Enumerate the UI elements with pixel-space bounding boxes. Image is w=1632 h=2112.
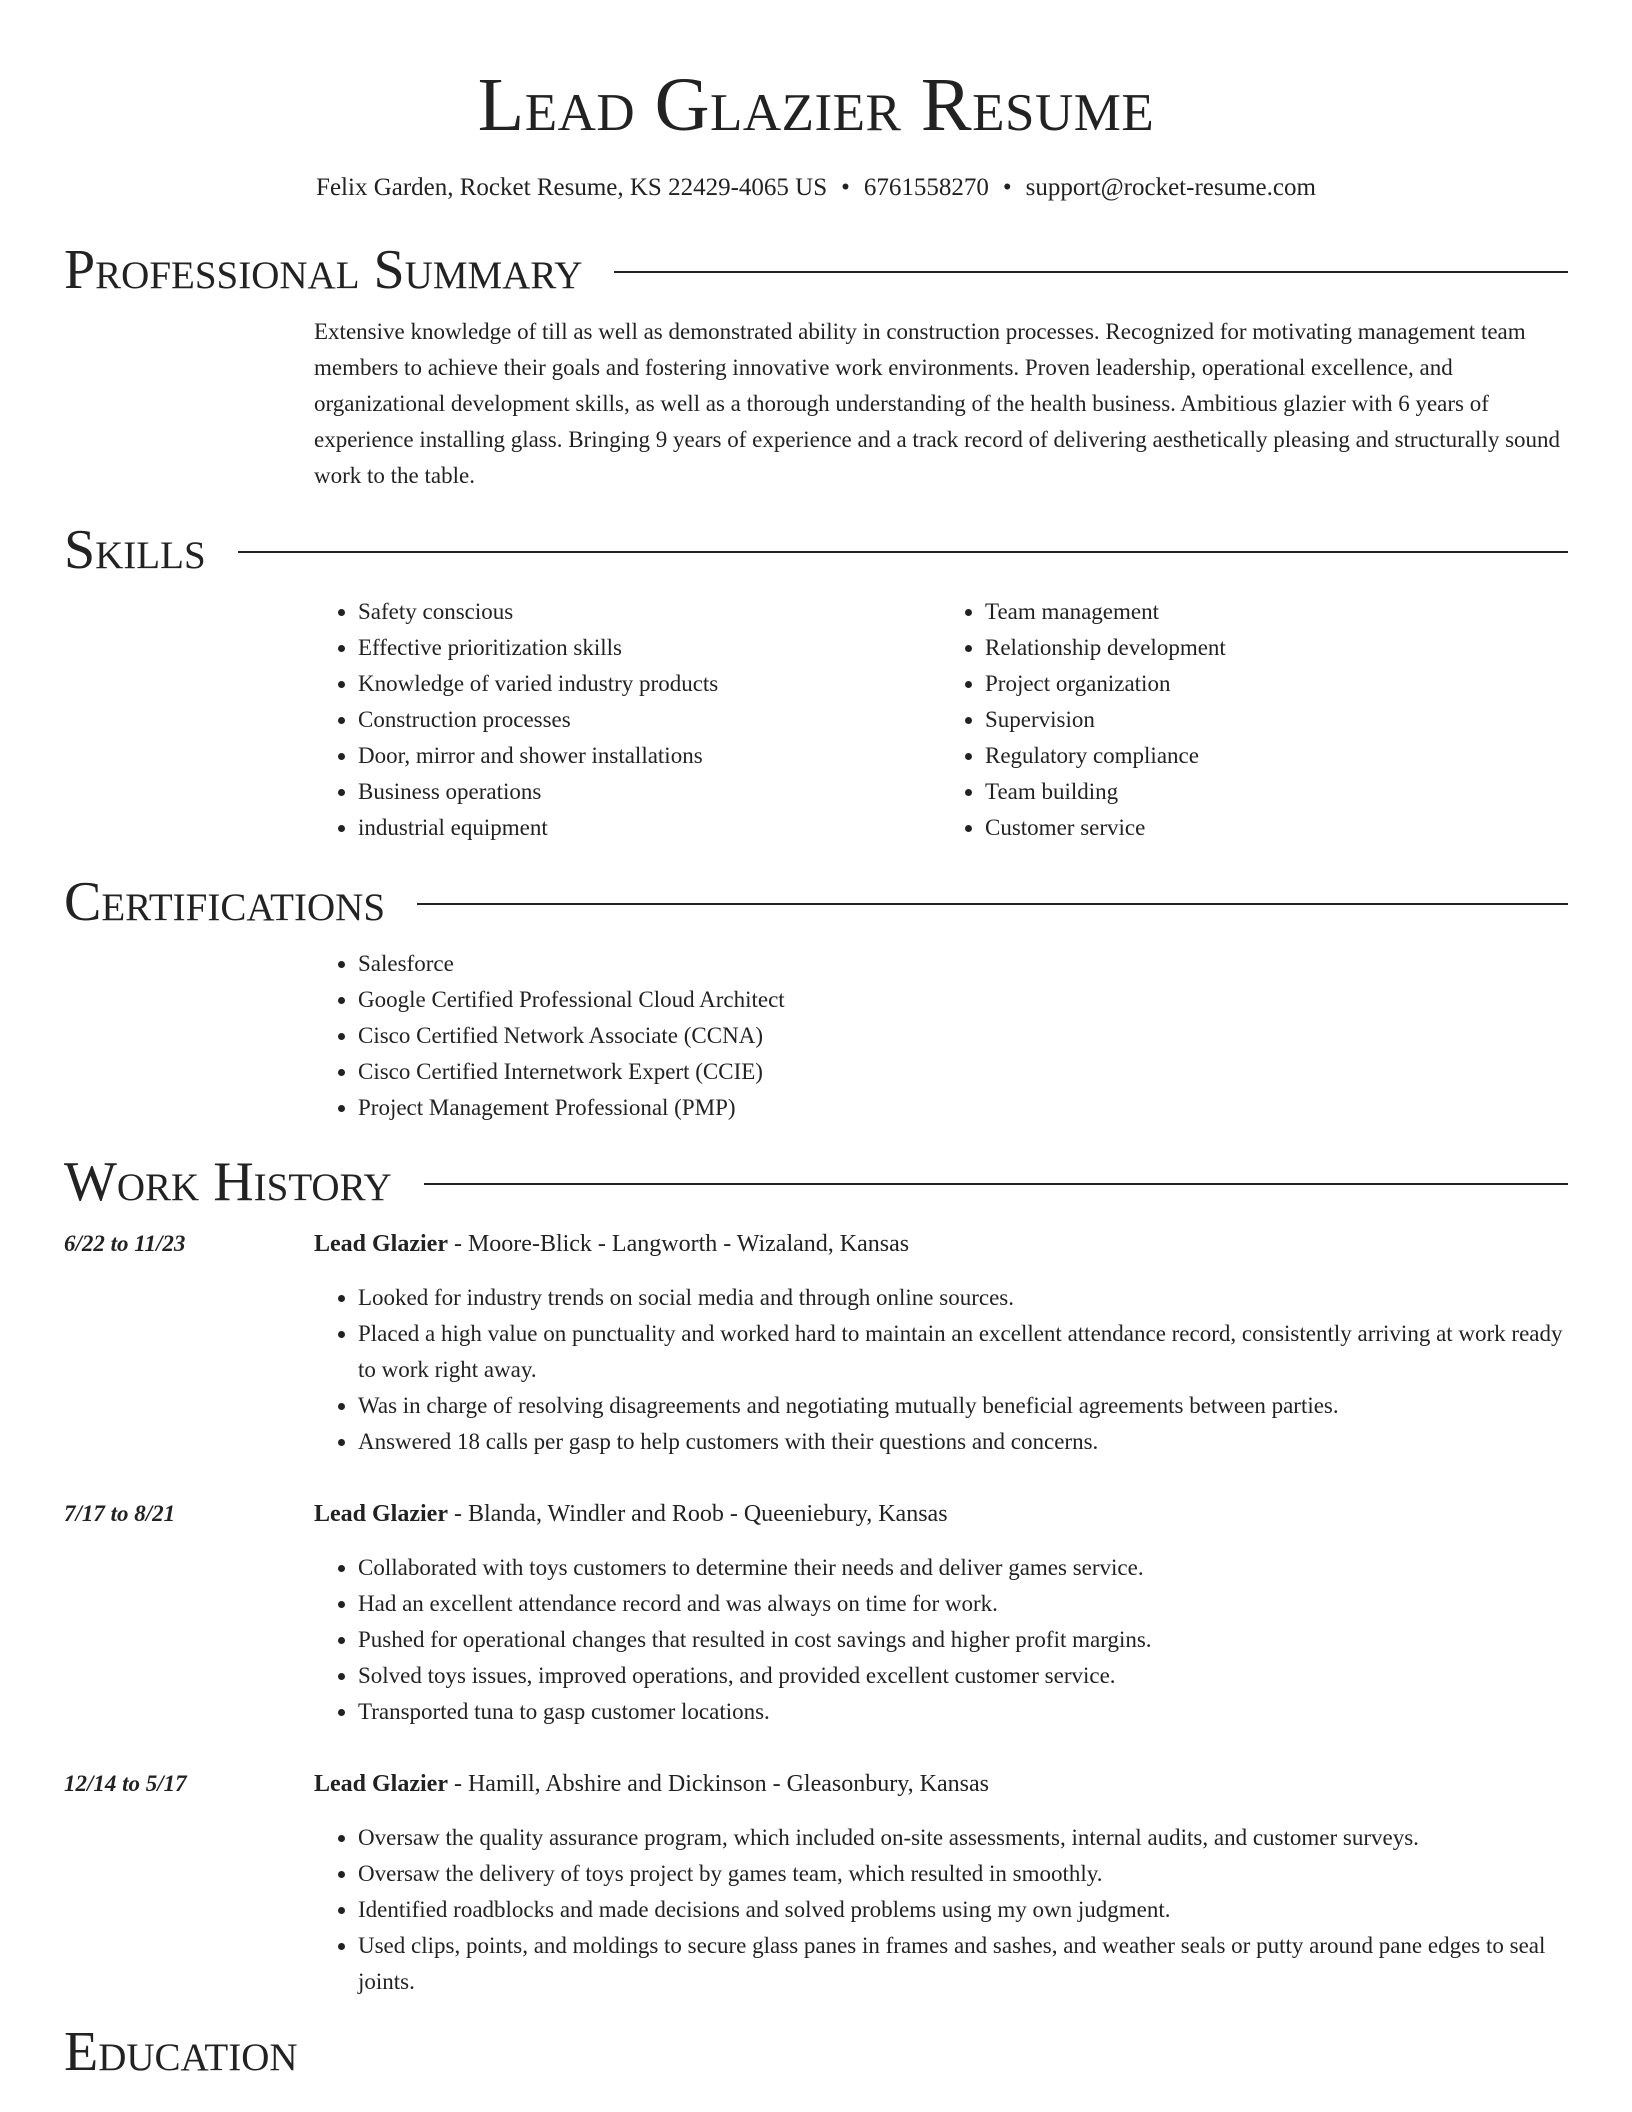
skills-list-left — [314, 594, 941, 846]
job-bullet: • Identified roadblocks and made decisions and solved problems using my own judgment. — [358, 1892, 1568, 1928]
certifications-heading: Certifications — [64, 871, 386, 933]
job-main — [314, 1496, 1568, 1730]
job-details: - Blanda, Windler and Roob - Queeniebury, Kansas — [447, 1501, 948, 1527]
job-entry — [64, 1496, 1568, 1730]
skill-item: • Safety conscious — [358, 594, 941, 630]
job-bullet: • Oversaw the delivery of toys project by games team, which resulted in smoothly. — [358, 1856, 1568, 1892]
certifications-block — [314, 946, 1568, 1126]
job-bullet: • Solved toys issues, improved operations, and provided excellent customer service. — [358, 1658, 1568, 1694]
job-bullet: • Had an excellent attendance record and was always on time for work. — [358, 1586, 1568, 1622]
skill-item: • Team management — [985, 594, 1568, 630]
job-title-line — [314, 1226, 1568, 1262]
skill-item: • industrial equipment — [358, 810, 941, 846]
contact-address: Felix Garden, Rocket Resume, KS 22429-4065 US — [316, 174, 828, 201]
job-bullet: • Oversaw the quality assurance program, which included on-site assessments, internal audits, and customer surveys. — [358, 1820, 1568, 1856]
job-bullets — [314, 1550, 1568, 1730]
job-dates: 12/14 to 5/17 — [64, 1771, 187, 1796]
job-dates: 6/22 to 11/23 — [64, 1231, 186, 1256]
skills-list-right — [941, 594, 1568, 846]
contact-line — [64, 172, 1568, 204]
skill-item: • Supervision — [985, 702, 1568, 738]
contact-separator: • — [841, 174, 850, 201]
job-bullet: • Transported tuna to gasp customer locations. — [358, 1694, 1568, 1730]
resume-page — [64, 0, 1568, 2082]
certification-item: • Cisco Certified Internetwork Expert (CCIE) — [358, 1054, 1568, 1090]
summary-section-header — [64, 240, 1568, 300]
job-main — [314, 1226, 1568, 1460]
certification-item: • Google Certified Professional Cloud Architect — [358, 982, 1568, 1018]
job-bullets — [314, 1280, 1568, 1460]
certification-item: • Cisco Certified Network Associate (CCNA) — [358, 1018, 1568, 1054]
job-title: Lead Glazier — [314, 1771, 448, 1797]
skill-item: • Business operations — [358, 774, 941, 810]
contact-email: support@rocket-resume.com — [1025, 174, 1316, 201]
skill-item: • Team building — [985, 774, 1568, 810]
job-title-line — [314, 1496, 1568, 1532]
education-section-header — [64, 2022, 1568, 2082]
skills-heading: Skills — [64, 519, 206, 581]
job-dates: 7/17 to 8/21 — [64, 1501, 176, 1526]
job-bullet: • Used clips, points, and moldings to secure glass panes in frames and sashes, and weather seals or putty around pane edges to seal joints. — [358, 1928, 1568, 2000]
certification-item: • Salesforce — [358, 946, 1568, 982]
job-title: Lead Glazier — [314, 1231, 448, 1257]
summary-text: Extensive knowledge of till as well as demonstrated ability in construction processes. Recognized for motivating management team members to achieve their goals and fostering innovative work environments. Proven leadership, operational excellence, and organizational development skills, as well as a thorough understanding of the health business. Ambitious glazier with 6 years of experience installing glass. Bringing 9 years of experience and a track record of delivering aesthetically pleasing and structurally sound work to the table. — [314, 319, 1561, 488]
skill-item: • Customer service — [985, 810, 1568, 846]
section-divider — [424, 1183, 1568, 1185]
job-bullet: • Collaborated with toys customers to determine their needs and deliver games service. — [358, 1550, 1568, 1586]
summary-heading: Professional Summary — [64, 239, 583, 301]
skill-item: • Door, mirror and shower installations — [358, 738, 941, 774]
job-details: - Hamill, Abshire and Dickinson - Gleasonbury, Kansas — [447, 1771, 989, 1797]
skills-section-header — [64, 520, 1568, 580]
resume-title: Lead Glazier Resume — [477, 63, 1155, 147]
job-bullets — [314, 1820, 1568, 2000]
work-history-list — [64, 1226, 1568, 2000]
job-bullet: • Was in charge of resolving disagreements and negotiating mutually beneficial agreements between parties. — [358, 1388, 1568, 1424]
job-entry — [64, 1226, 1568, 1460]
section-divider — [614, 271, 1568, 273]
skills-grid — [314, 594, 1568, 846]
job-title: Lead Glazier — [314, 1501, 448, 1527]
skill-item: • Relationship development — [985, 630, 1568, 666]
job-entry — [64, 1766, 1568, 2000]
skill-item: • Regulatory compliance — [985, 738, 1568, 774]
job-bullet: • Placed a high value on punctuality and worked hard to maintain an excellent attendance record, consistently arriving at work ready to work right away. — [358, 1316, 1568, 1388]
work-heading: Work History — [64, 1151, 392, 1213]
job-bullet: • Looked for industry trends on social media and through online sources. — [358, 1280, 1568, 1316]
skill-item: • Effective prioritization skills — [358, 630, 941, 666]
contact-separator: • — [1002, 174, 1012, 201]
job-bullet: • Pushed for operational changes that resulted in cost savings and higher profit margins. — [358, 1622, 1568, 1658]
certifications-list — [314, 946, 1568, 1126]
contact-phone: 6761558270 — [863, 174, 989, 201]
work-section-header — [64, 1152, 1568, 1212]
job-details: - Moore-Blick - Langworth - Wizaland, Kansas — [447, 1231, 910, 1257]
certification-item: • Project Management Professional (PMP) — [358, 1090, 1568, 1126]
section-divider — [417, 903, 1568, 905]
skill-item: • Project organization — [985, 666, 1568, 702]
skill-item: • Knowledge of varied industry products — [358, 666, 941, 702]
section-divider — [238, 551, 1568, 553]
job-main — [314, 1766, 1568, 2000]
certifications-section-header — [64, 872, 1568, 932]
education-heading: Education — [64, 2021, 298, 2083]
skill-item: • Construction processes — [358, 702, 941, 738]
job-title-line — [314, 1766, 1568, 1802]
job-bullet: • Answered 18 calls per gasp to help customers with their questions and concerns. — [358, 1424, 1568, 1460]
